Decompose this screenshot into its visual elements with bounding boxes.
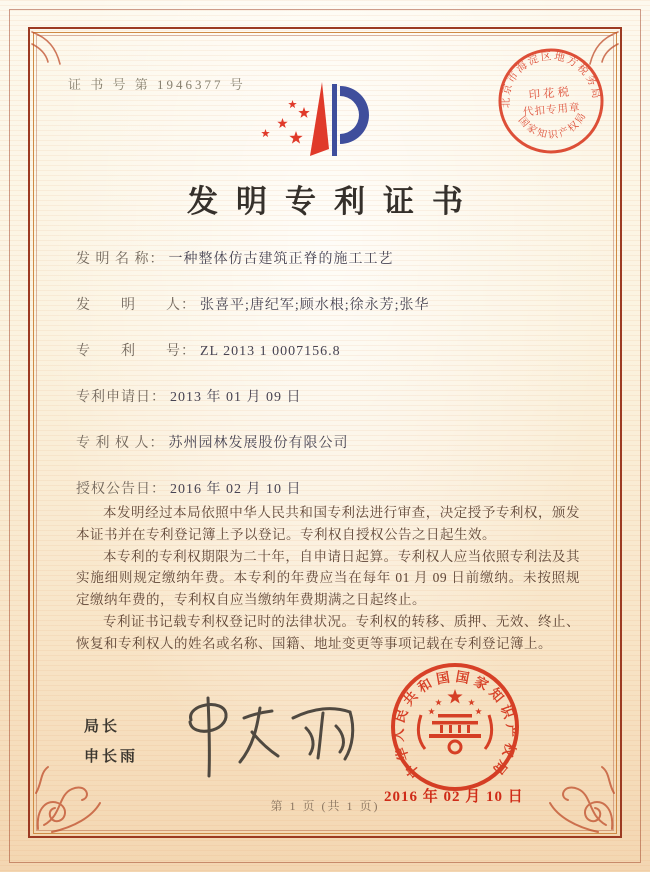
field-grant-date [76,479,580,500]
corner-flourish-icon [534,733,618,833]
field-inventors [76,295,580,316]
sipo-logo-icon [258,80,370,160]
field-patentee [76,433,580,454]
field-value: 2013 年 01 月 09 日 [170,390,302,405]
tax-stamp-center-line1: 印花税 [528,86,573,102]
certificate-title: 发明专利证书 [187,184,481,219]
field-label: 授权公告日： [76,482,166,497]
field-label: 专 利 权 人： [76,436,165,451]
field-value: 张喜平;唐纪军;顾水根;徐永芳;张华 [200,298,430,313]
field-list [76,249,580,500]
field-label: 发 明 名 称： [76,252,165,267]
tax-stamp-ring-bottom-text: 国家知识产权局 [515,109,590,142]
director-block [84,712,138,772]
field-label: 发 明 人： [76,298,196,313]
certificate-body [76,502,580,655]
cnipa-seal [385,657,525,797]
seal-date: 2016 年 02 月 10 日 [384,789,524,805]
field-value: 2016 年 02 月 10 日 [170,482,302,497]
corner-flourish-icon [30,30,76,76]
body-paragraph: 专利证书记载专利权登记时的法律状况。专利权的转移、质押、无效、终止、恢复和专利权人的姓名或名称、国籍、地址变更等事项记载在专利登记簿上。 [76,613,580,651]
certificate-number: 证 书 号 第 1946377 号 [68,77,246,92]
field-value: 一种整体仿古建筑正脊的施工工艺 [168,252,394,267]
field-patent-number [76,341,580,362]
tax-stamp-center-line2: 代扣专用章 [522,102,581,119]
field-label: 专 利 号： [76,344,196,359]
field-label: 专利申请日： [76,390,166,405]
tax-stamp-ring-top-text: 北京市海淀区地方税务局 [501,51,602,109]
director-signature-script [168,688,368,788]
body-paragraph: 本发明经过本局依照中华人民共和国专利法进行审查，决定授予专利权，颁发本证书并在专利登记簿上予以登记。专利权自授权公告之日起生效。 [76,505,580,542]
cnipa-seal-ring-text: 中华人民共和国国家知识产权局 [390,668,520,781]
director-title: 局长 [84,719,121,735]
tax-stamp-seal [490,40,611,161]
field-application-date [76,387,580,408]
national-emblem-icon [418,689,491,753]
body-paragraph: 本专利的专利权期限为二十年，自申请日起算。专利权人应当依照专利法及其实施细则规定缴纳年费。本专利的年费应当在每年 01 月 09 日前缴纳。未按照规定缴纳年费的，专利权自应当缴纳年费期满之日起终止。 [76,548,580,608]
director-name: 申长雨 [84,749,139,765]
field-invention-name [76,249,580,270]
field-value: ZL 2013 1 0007156.8 [200,344,341,359]
field-value: 苏州园林发展股份有限公司 [168,436,349,451]
footer-page-info: 第 1 页 (共 1 页) [270,799,380,813]
